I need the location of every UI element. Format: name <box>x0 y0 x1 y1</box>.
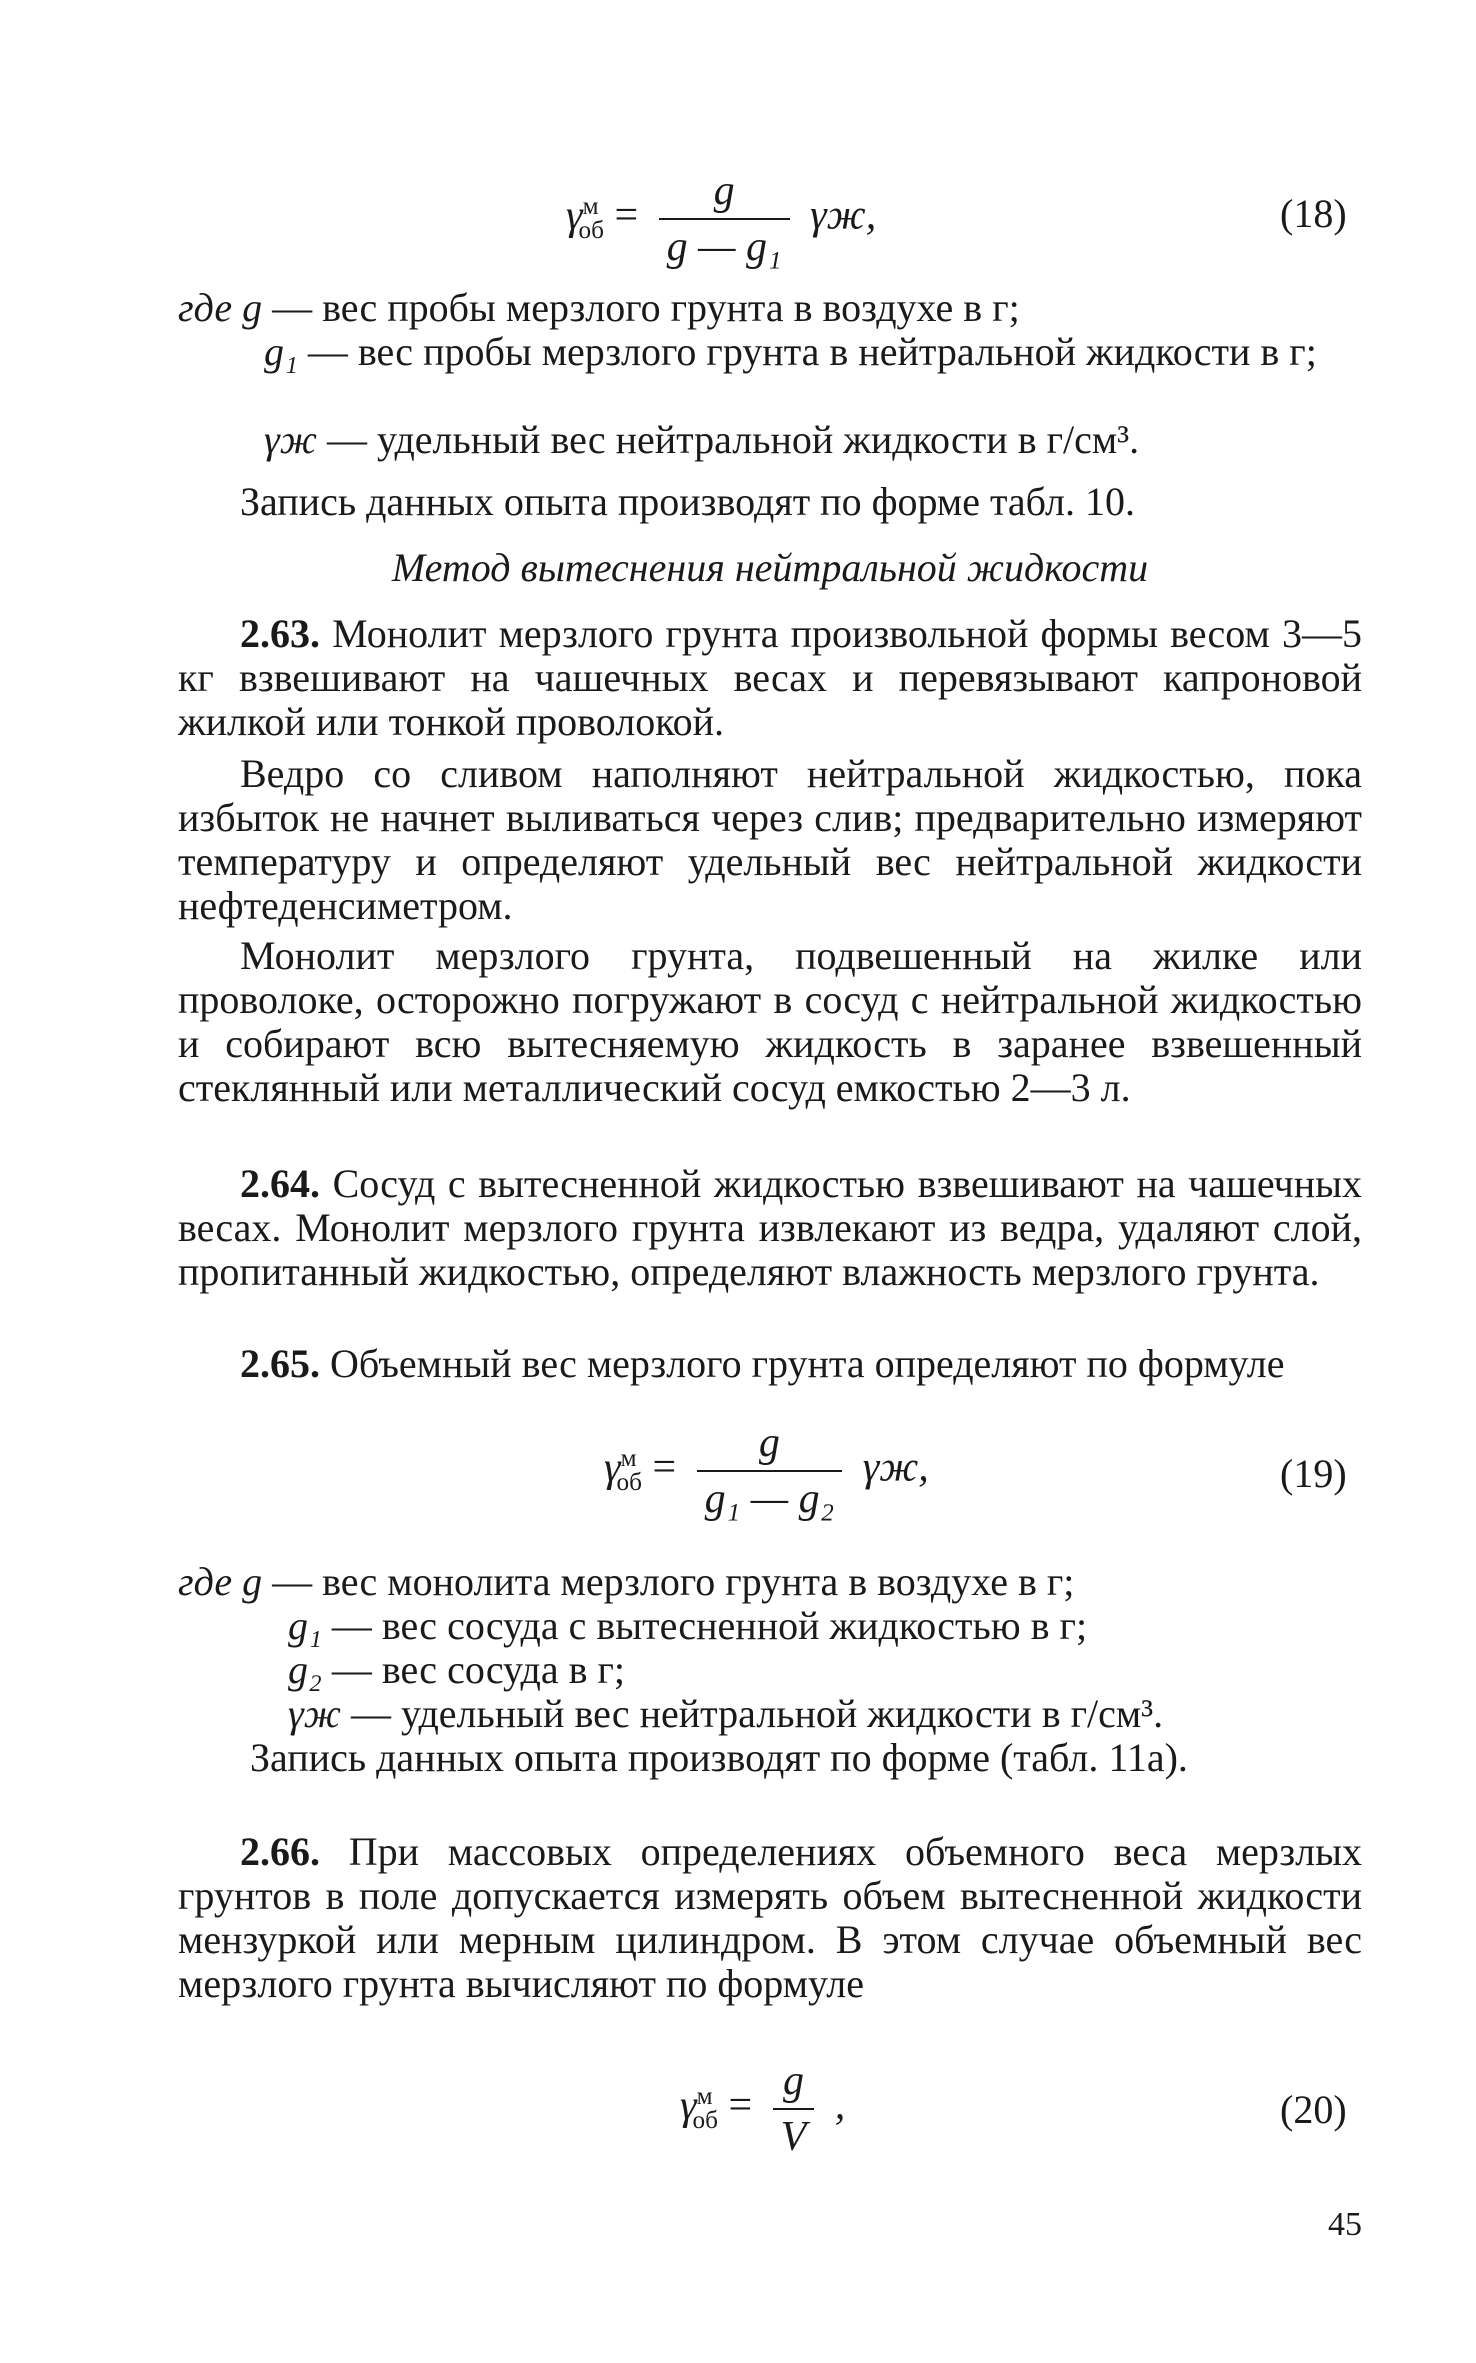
paragraph-2-66: 2.66. При массовых определениях объемного веса мерзлых грунтов в поле допускается измерять объем вытесненной жидкости мензуркой или мерным цилиндром. В этом случае объемный вес мерзлого грунта вычисляют по формуле <box>178 1829 1363 2006</box>
formula-20-fraction: $\frac{g}{V}$ <box>773 2060 815 2158</box>
formula-18-lhs: $\gamma^м_{об}$ <box>566 192 604 245</box>
formula-20-lhs: $\gamma^м_{об}$ <box>680 2082 718 2135</box>
formula-18: $\gamma^м_{об}$ = $\frac{g}{\text{g — g₁}}$ γж, <box>566 168 877 270</box>
formula-19-lhs: $\gamma^м_{об}$ <box>604 1444 642 1497</box>
definition-g1: g₁ — вес пробы мерзлого грунта в нейтральной жидкости в г; <box>264 329 1317 374</box>
formula-19: $\gamma^м_{об}$ = $\frac{g}{\text{g₁ — g₂}}$ γж, <box>604 1420 929 1522</box>
paragraph-monolith: Монолит мерзлого грунта, подвешенный на жилке или проволоке, осторожно погружают в сосуд с нейтральной жидкостью и собирают всю вытесняемую жидкость в заранее взвешенный стеклянный или металлический сосуд емкостью 2—3 л. <box>178 933 1362 1110</box>
definition-gamma: γж — удельный вес нейтральной жидкости в г/см³. <box>264 417 1140 462</box>
paragraph-table-11a: Запись данных опыта производят по форме (табл. 11а). <box>250 1735 1188 1780</box>
paragraph-table-10: Запись данных опыта производят по форме табл. 10. <box>240 479 1135 524</box>
page-number: 45 <box>1328 2206 1362 2243</box>
definition-g: где g — вес пробы мерзлого грунта в воздухе в г; <box>178 285 1020 330</box>
equation-number-18: (18) <box>1280 191 1347 236</box>
equation-number-19: (19) <box>1280 1451 1347 1496</box>
definition-g1-vessel: g₁ — вес сосуда с вытесненной жидкостью в г; <box>288 1603 1088 1648</box>
paragraph-2-63: 2.63. Монолит мерзлого грунта произвольной формы весом 3—5 кг взвешивают на чашечных весах и перевязывают капроновой жилкой или тонкой проволокой. <box>178 611 1363 744</box>
definition-gamma-19: γж — удельный вес нейтральной жидкости в г/см³. <box>288 1691 1164 1736</box>
paragraph-2-65: 2.65. Объемный вес мерзлого грунта определяют по формуле <box>240 1341 1285 1386</box>
definition-g2-vessel: g₂ — вес сосуда в г; <box>288 1647 626 1692</box>
formula-18-fraction: $\frac{g}{\text{g — g₁}}$ <box>659 170 790 268</box>
formula-20: $\gamma^м_{об}$ = $\frac{g}{V}$ , <box>680 2058 846 2160</box>
section-heading: Метод вытеснения нейтральной жидкости <box>391 545 1149 590</box>
definition-g-monolith: где g — вес монолита мерзлого грунта в воздухе в г; <box>178 1559 1075 1604</box>
paragraph-bucket: Ведро со сливом наполняют нейтральной жидкостью, пока избыток не начнет выливаться через слив; предварительно измеряют температуру и определяют удельный вес нейтральной жидкости нефтеденсиметром. <box>178 751 1362 928</box>
paragraph-2-64: 2.64. Сосуд с вытесненной жидкостью взвешивают на чашечных весах. Монолит мерзлого грунта извлекают из ведра, удаляют слой, пропитанный жидкостью, определяют влажность мерзлого грунта. <box>178 1161 1362 1294</box>
formula-19-fraction: $\frac{g}{\text{g₁ — g₂}}$ <box>697 1422 843 1520</box>
equation-number-20: (20) <box>1280 2087 1347 2132</box>
